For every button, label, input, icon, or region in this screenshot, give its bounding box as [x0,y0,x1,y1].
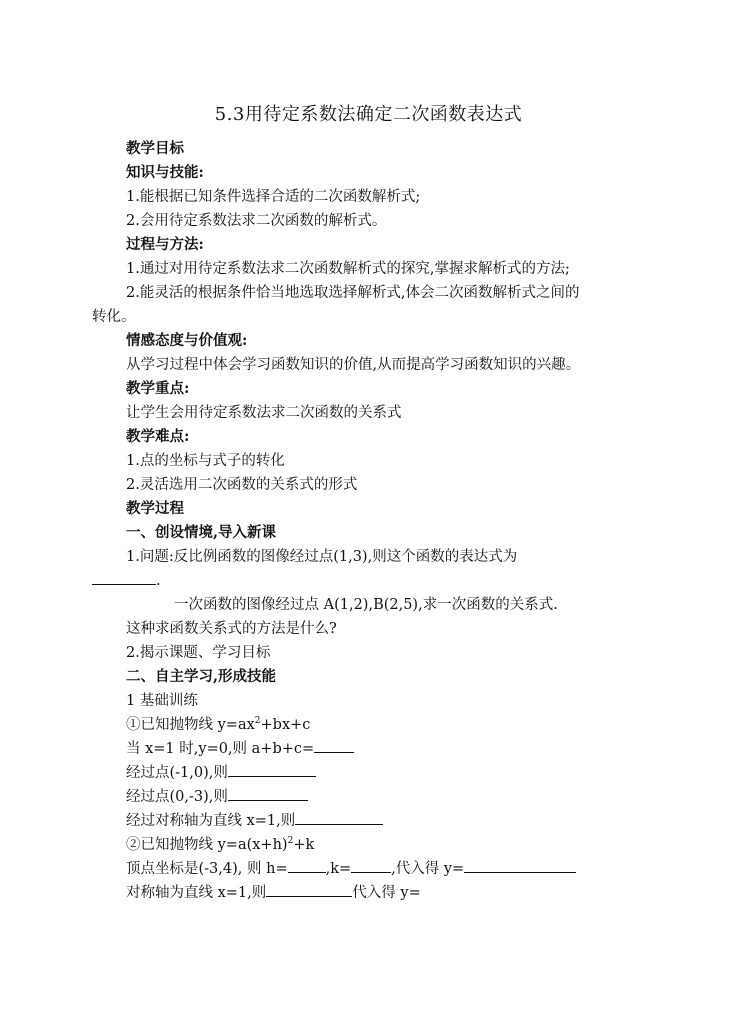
process-method-item-2-continued: 转化。 [92,309,136,325]
exercise-1-c [126,786,308,808]
question-1-linear: 一次函数的图像经过点 A(1,2),B(2,5),求一次函数的关系式. [174,597,558,613]
exercise-1-a [126,738,354,760]
exercise-1-c-text: 经过点(0,-3),则 [126,789,228,805]
teaching-process-heading: 教学过程 [126,500,184,517]
answer-blank[interactable] [314,738,354,753]
process-method-heading: 过程与方法: [126,236,204,253]
question-1: 1.问题:反比例函数的图像经过点(1,3),则这个函数的表达式为 [126,549,518,565]
question-1-method: 这种求函数关系式的方法是什么? [126,621,337,637]
exercise-1-a-text: 当 x=1 时,y=0,则 a+b+c= [126,741,315,757]
exercise-1-text: ①已知抛物线 y=ax [126,717,255,733]
answer-blank[interactable] [351,858,391,873]
exercise-2-a-part-3: ,代入得 y= [391,861,465,877]
answer-blank[interactable] [295,810,383,825]
exercise-2 [126,834,314,856]
process-method-item-2: 2.能灵活的根据条件恰当地选取选择解析式,体会二次函数解析式之间的 [126,285,580,301]
exercise-1-b [126,762,316,784]
key-point-text: 让学生会用待定系数法求二次函数的关系式 [126,405,402,421]
emotion-item-1: 从学习过程中体会学习函数知识的价值,从而提高学习函数知识的兴趣。 [126,357,581,373]
exercise-1-tail: +bx+c [260,717,311,733]
knowledge-heading: 知识与技能: [126,164,204,181]
section-2-heading: 二、自主学习,形成技能 [126,668,277,685]
exercise-1-b-text: 经过点(-1,0),则 [126,765,228,781]
exercise-2-a-part-2: ,k= [325,861,352,877]
difficulty-item-2: 2.灵活选用二次函数的关系式的形式 [126,477,358,493]
exercise-2-text: ②已知抛物线 y=a(x+h) [126,837,288,853]
answer-blank[interactable] [92,570,156,585]
question-2: 2.揭示课题、学习目标 [126,645,271,661]
document-title: 5.3用待定系数法确定二次函数表达式 [214,104,523,125]
exercise-2-b-part-2: 代入得 y= [352,885,421,901]
exercise-2-b-part-1: 对称轴为直线 x=1,则 [126,885,267,901]
basic-training: 1 基础训练 [126,693,198,709]
exercise-2-tail: +k [293,837,315,853]
answer-blank[interactable] [228,786,308,801]
key-point-heading: 教学重点: [126,380,190,397]
answer-blank[interactable] [228,762,316,777]
exercise-2-exponent: 2 [287,836,294,847]
question-1-end: . [156,573,161,589]
answer-blank[interactable] [464,858,576,873]
difficulty-item-1: 1.点的坐标与式子的转化 [126,453,285,469]
answer-blank[interactable] [266,882,352,897]
knowledge-item-2: 2.会用待定系数法求二次函数的解析式。 [126,213,387,229]
objectives-heading: 教学目标 [126,140,184,157]
exercise-2-b [126,882,421,904]
process-method-item-1: 1.通过对用待定系数法求二次函数解析式的探究,掌握求解析式的方法; [126,261,570,277]
difficulty-heading: 教学难点: [126,428,190,445]
exercise-1-d-text: 经过对称轴为直线 x=1,则 [126,813,296,829]
emotion-heading: 情感态度与价值观: [126,332,248,349]
question-1-answer-line [92,570,161,592]
exercise-2-a [126,858,576,880]
exercise-2-a-part-1: 顶点坐标是(-3,4), 则 h= [126,861,288,877]
exercise-1-d [126,810,383,832]
answer-blank[interactable] [288,858,326,873]
section-1-heading: 一、创设情境,导入新课 [126,524,277,541]
exercise-1 [126,714,310,736]
exercise-1-exponent: 2 [254,716,261,727]
knowledge-item-1: 1.能根据已知条件选择合适的二次函数解析式; [126,189,421,205]
